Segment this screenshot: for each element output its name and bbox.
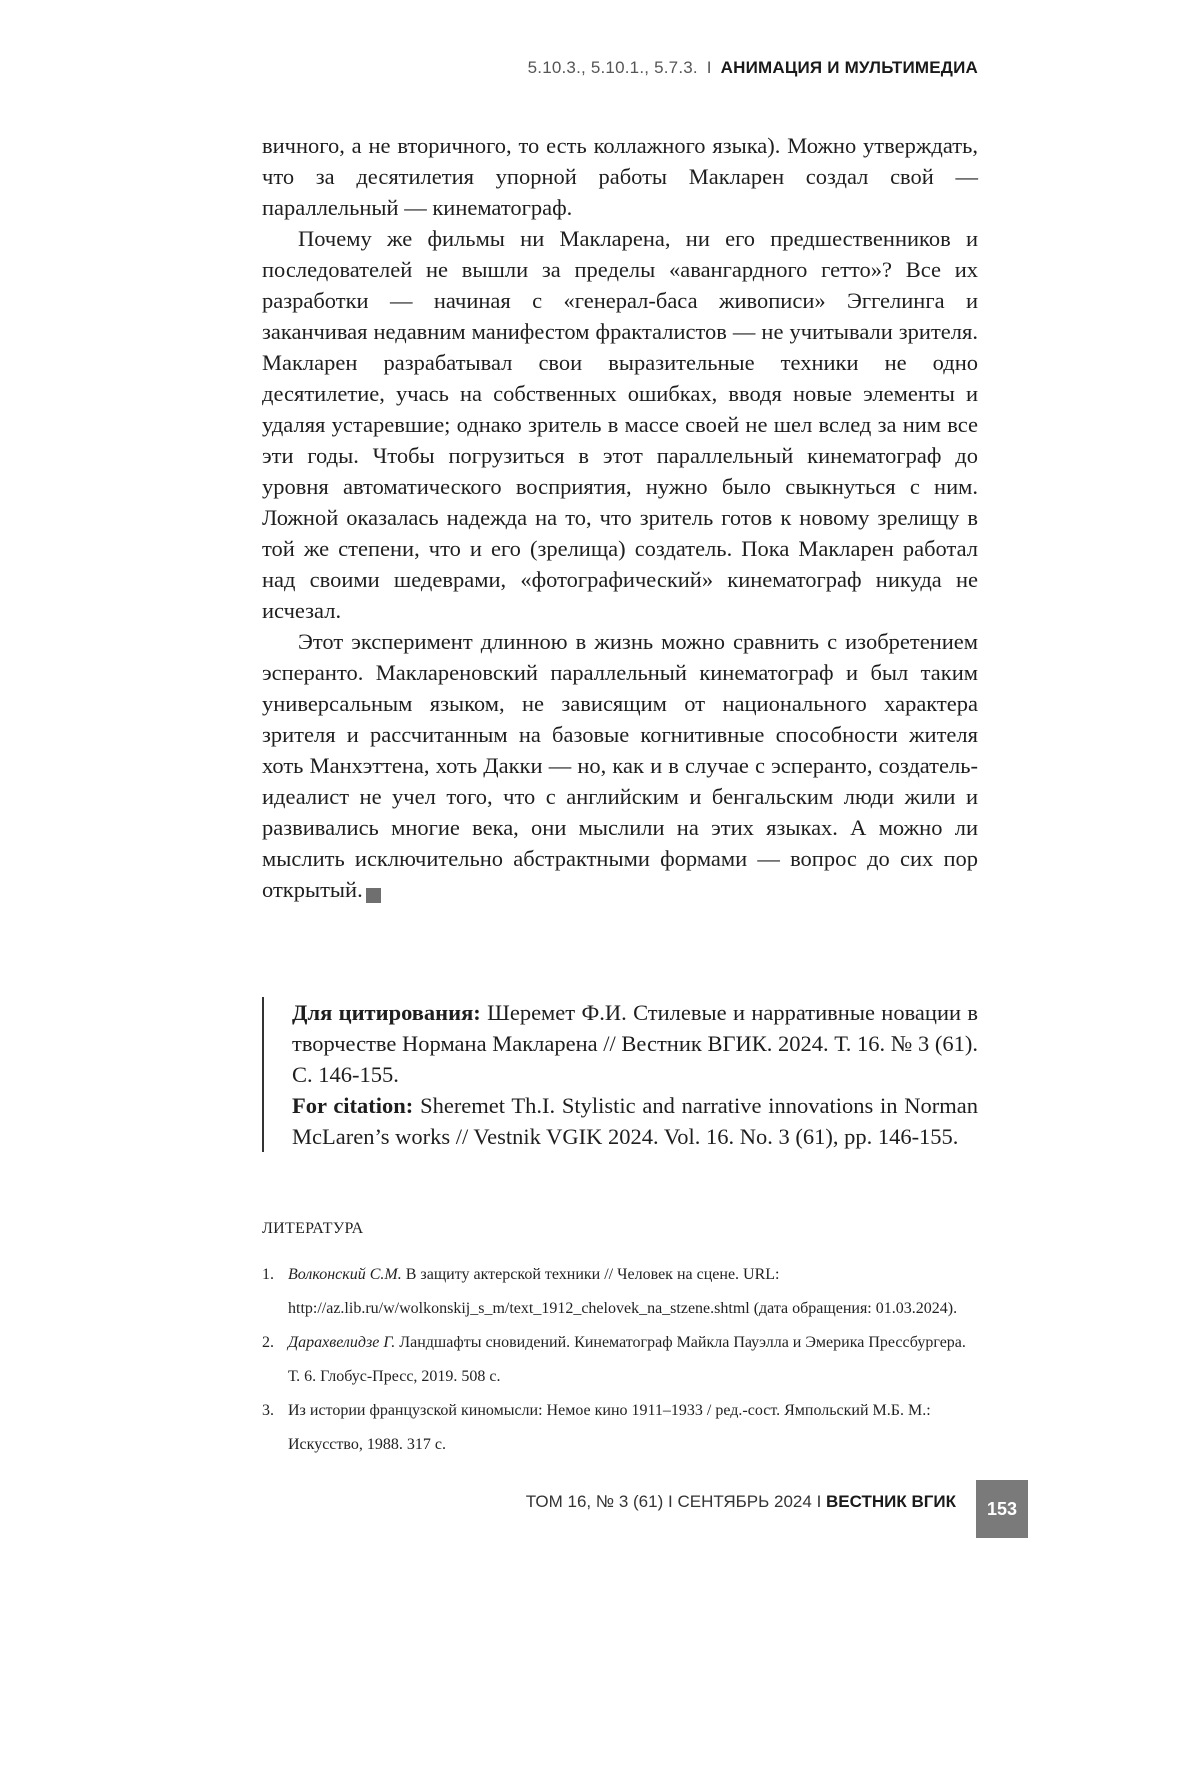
paragraph-3-text: Этот эксперимент длинною в жизнь можно сравнить с изобретением эсперанто. Маклареновский параллельный кинематограф и был таким универсальным языком, не зависящим от национального характера зрителя и рассчитанным на базовые когнитивные способности жителя хоть Манхэттена, хоть Дакки — но, как и в случае с эсперанто, создатель-идеалист не учел того, что с английским и бенгальским люди жили и развивались многие века, они мыслили на этих языках. А можно ли мыслить исключительно абстрактными формами — вопрос до сих пор открытый.: [262, 629, 978, 902]
reference-number: 2.: [262, 1334, 274, 1351]
paragraph-2: Почему же фильмы ни Макларена, ни его предшественников и последователей не вышли за пределы «авангардного гетто»? Все их разработки — начиная с «генерал-баса живописи» Эггелинга и заканчивая недавним манифестом фракталистов — не учитывали зрителя. Макларен разрабатывал свои выразительные техники не одно десятилетие, учась на собственных ошибках, вводя новые элементы и удаляя устаревшие; однако зритель в массе своей не шел вслед за ним все эти годы. Чтобы погрузиться в этот параллельный кинематограф до уровня автоматического восприятия, нужно было свыкнуться с ним. Ложной оказалась надежда на то, что зритель готов к новому зрелищу в той же степени, что и его (зрелища) создатель. Пока Макларен работал над своими шедеврами, «фотографический» кинематограф никуда не исчезал.: [262, 226, 978, 623]
paragraph-3: [262, 626, 978, 905]
footer-issue: ТОМ 16, № 3 (61): [525, 1492, 664, 1511]
reference-author: Дарахвелидзе Г.: [288, 1334, 396, 1351]
page-number: 153: [976, 1480, 1028, 1538]
citation-ru: [292, 997, 978, 1090]
reference-author: Волконский С.М.: [288, 1266, 402, 1283]
end-of-article-mark-icon: [366, 888, 381, 903]
references-list: [262, 1258, 978, 1462]
footer-separator: I: [667, 1492, 673, 1511]
footer-date: СЕНТЯБРЬ 2024: [677, 1492, 812, 1511]
running-header: [528, 58, 978, 78]
header-section-title: АНИМАЦИЯ И МУЛЬТИМЕДИА: [720, 58, 978, 77]
reference-text: [288, 1258, 978, 1326]
reference-text: [288, 1394, 978, 1462]
citation-en-text: Sheremet Th.I. Stylistic and narrative innovations in Norman McLaren’s works // Vestnik VGIK 2024. Vol. 16. No. 3 (61), pp. 146-155.: [292, 1093, 978, 1149]
reference-body: Из истории французской киномысли: Немое кино 1911–1933 / ред.-сост. Ямпольский М.Б. М.: Искусство, 1988. 317 с.: [288, 1402, 931, 1453]
article-body: [262, 130, 978, 905]
citation-en: [292, 1090, 978, 1152]
paragraph-1: вичного, а не вторичного, то есть коллажного языка). Можно утверждать, что за десятилетия упорной работы Макларен создал свой — параллельный — кинематограф.: [262, 133, 978, 220]
reference-body: Ландшафты сновидений. Кинематограф Майкла Пауэлла и Эмерика Прессбургера. Т. 6. Глобус-Пресс, 2019. 508 с.: [288, 1334, 966, 1385]
reference-item: [262, 1258, 978, 1326]
citation-ru-text: Шеремет Ф.И. Стилевые и нарративные новации в творчестве Нормана Макларена // Вестник ВГИК. 2024. Т. 16. № 3 (61). С. 146-155.: [292, 1000, 979, 1087]
footer-separator: I: [816, 1492, 822, 1511]
reference-body: В защиту актерской техники // Человек на сцене. URL: http://az.lib.ru/w/wolkonskij_s_m/text_1912_chelovek_na_stzene.shtml (дата обращения: 01.03.2024).: [288, 1266, 958, 1317]
reference-number: 3.: [262, 1402, 274, 1419]
footer-journal-title: ВЕСТНИК ВГИК: [826, 1492, 956, 1511]
citation-en-label: For citation:: [292, 1093, 414, 1118]
reference-number: 1.: [262, 1266, 274, 1283]
running-footer: [526, 1492, 956, 1512]
citation-block: [262, 997, 978, 1152]
citation-ru-label: Для цитирования:: [292, 1000, 481, 1025]
reference-item: [262, 1394, 978, 1462]
references-heading: ЛИТЕРАТУРА: [262, 1220, 364, 1237]
header-separator: I: [706, 58, 712, 77]
reference-text: [288, 1326, 978, 1394]
header-codes: 5.10.3., 5.10.1., 5.7.3.: [527, 58, 698, 77]
reference-item: [262, 1326, 978, 1394]
